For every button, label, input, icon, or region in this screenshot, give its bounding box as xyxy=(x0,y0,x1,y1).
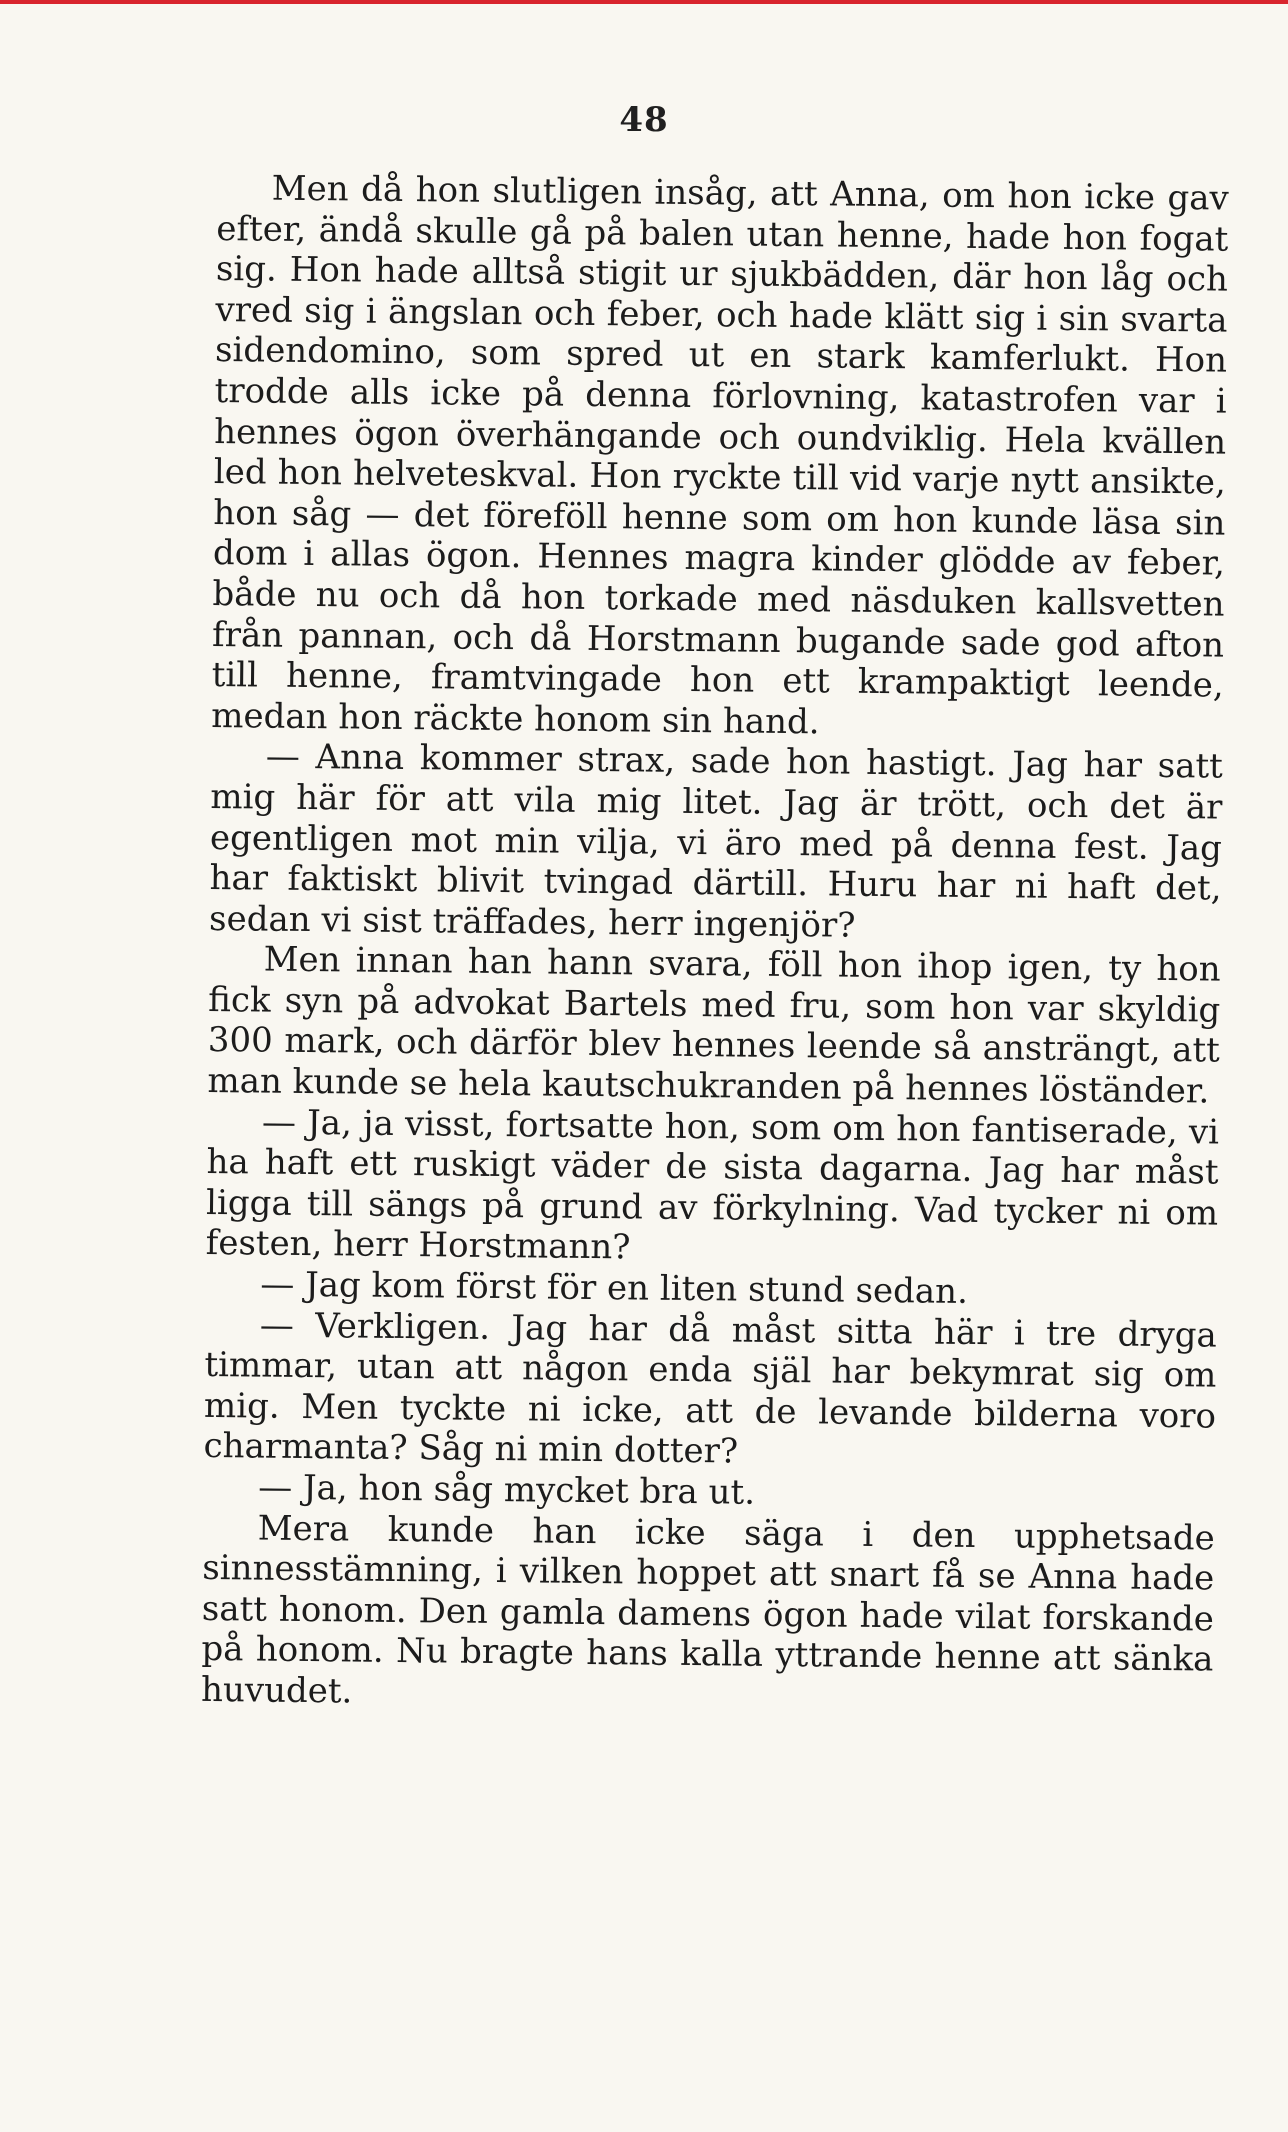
paragraph: — Ja, ja visst, fortsatte hon, som om hon fantiserade, vi ha haft ett ruskigt väder de sista dagarna. Jag har måst ligga till sängs på grund av förkylning. Vad tycker ni om festen, herr Horstmann? xyxy=(205,1102,1220,1268)
page-top-edge xyxy=(0,0,1288,4)
paragraph: — Ja, hon såg mycket bra ut. xyxy=(257,1467,756,1513)
paragraph: — Anna kommer strax, sade hon hastigt. Jag har satt mig här för att vila mig litet. Jag är trött, och det är egentligen mot min vilja, vi äro med på denna fest. Jag har faktiskt blivit tvingad därtill. Huru har ni haft det, sedan vi sist träffades, herr ingenjör? xyxy=(208,736,1223,946)
paragraph: Men innan han hann svara, föll hon ihop igen, ty hon fick syn på advokat Bartels med fru, som hon var skyldig 300 mark, och därför blev hennes leende så ansträngt, att man kunde se hela kautschukranden på hennes löständer. xyxy=(207,939,1221,1112)
paragraph: — Verkligen. Jag har då måst sitta här i tre dryga timmar, utan att någon enda själ har bekymrat sig om mig. Men tyckte ni icke, att de levande bilderna voro charmanta? Såg ni min dotter? xyxy=(203,1305,1218,1472)
paragraph: Mera kunde han icke säga i den upphetsade sinnesstämning, i vilken hoppet att snart få se Anna hade satt honom. Den gamla damens ögon hade vilat forskande på honom. Nu bragte hans kalla yttrande henne att sänka huvudet. xyxy=(200,1508,1215,1712)
body-text xyxy=(201,168,1229,1721)
paragraph: Men då hon slutligen insåg, att Anna, om hon icke gav efter, ändå skulle gå på balen utan henne, hade hon fogat sig. Hon hade alltså stigit ur sjukbädden, där hon låg och vred sig i ängslan och feber, och hade klätt sig i sin svarta sidendomino, som spred ut en stark kamferlukt. Hon trodde alls icke på denna förlovning, katastrofen var i hennes ögon överhängande och oundviklig. Hela kvällen led hon helveteskval. Hon ryckte till vid varje nytt ansikte, hon såg — det föreföll henne som om hon kunde läsa sin dom i allas ögon. Hennes magra kinder glödde av feber, både nu och då hon torkade med näsduken kallsvetten från pannan, och då Horstmann bugande sade god afton till henne, framtvingade hon ett krampaktigt leende, medan hon räckte honom sin hand. xyxy=(211,168,1229,743)
page-number: 48 xyxy=(619,100,669,140)
paragraph: — Jag kom först för en liten stund sedan. xyxy=(260,1264,969,1312)
